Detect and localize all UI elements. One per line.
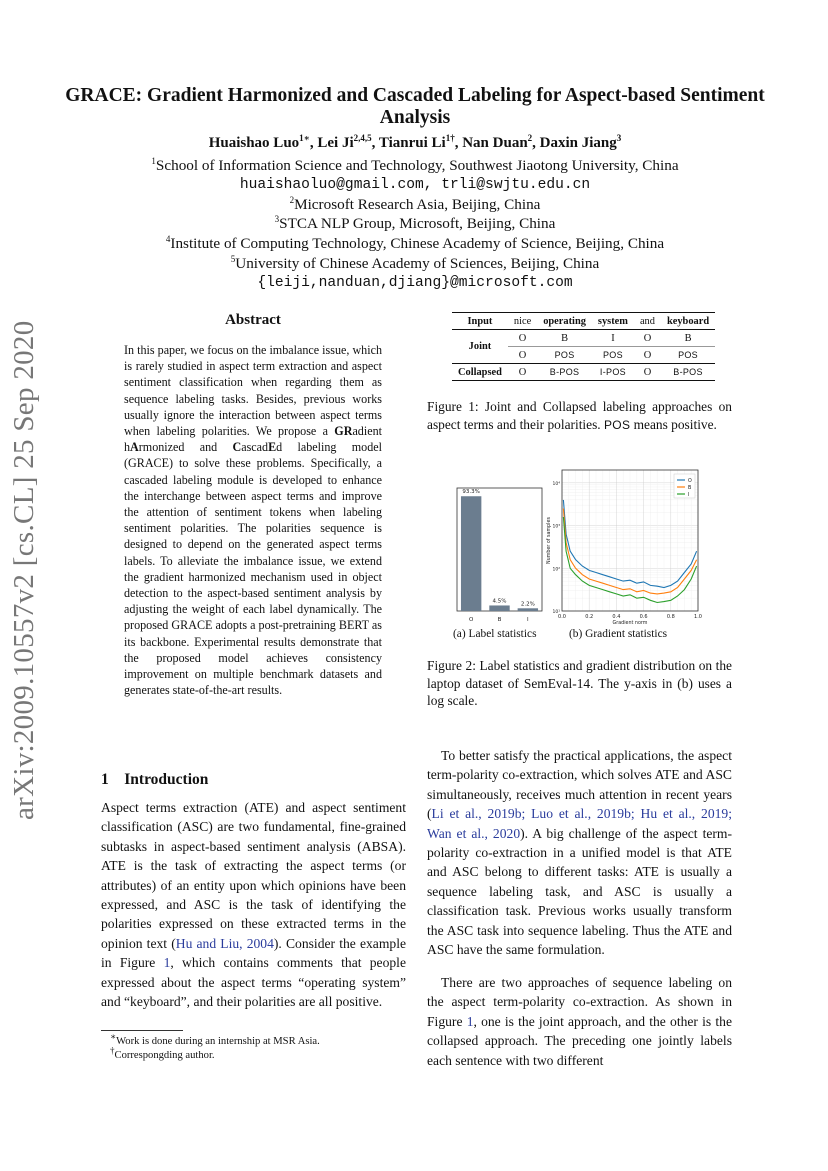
chart-legend-label: I: [688, 493, 690, 498]
author-affiliation-marker: 2,4,5: [353, 133, 372, 143]
chart-tick-label: I: [527, 617, 529, 623]
table-header-cell: nice: [513, 315, 532, 327]
chart-bar: [518, 608, 538, 611]
arxiv-identifier: arXiv:2009.10557v2 [cs.CL] 25 Sep 2020: [8, 320, 40, 820]
author-separator: ,: [532, 135, 540, 151]
figure2-subcaption-b: (b) Gradient statistics: [569, 628, 668, 640]
chart-tick-label: 10²: [552, 567, 560, 573]
intro-paragraph-2: To better satisfy the practical applications, the aspect term-polarity co-extraction, which solves ATE and ASC simultaneously, receives much attention in recent years (Li et al., 2019b; Luo et al., 2019b; Hu et al., 2019; Wan et al., 2020). A big challenge of the aspect term-polarity co-extraction in a unified model is that ATE and ASC belong to different tasks: ATE is usually a sequence labeling task, and ASC is usually a classification task. Previous works usually transform the ASC task into sequence labeling. Thus the ATE and ASC have the same formulation.: [427, 748, 733, 958]
chart-bar: [489, 605, 509, 611]
author-name: Daxin Jiang: [539, 135, 617, 151]
author-separator: ,: [371, 135, 379, 151]
table-cell: POS: [602, 350, 623, 360]
author-affiliation-marker: 3: [616, 133, 622, 143]
chart-x-axis-label: Gradient norm: [612, 621, 648, 626]
chart-data-label: 2.2%: [520, 601, 535, 608]
author-name: Huaishao Luo: [208, 135, 300, 151]
figure1-label-table: [452, 312, 715, 381]
author-name: Tianrui Li: [378, 135, 446, 151]
chart-tick-label: 0.2: [585, 614, 594, 620]
table-header-row: [452, 313, 715, 330]
chart-tick-label: 0.4: [612, 614, 621, 620]
table-header-cell: and: [639, 315, 655, 327]
table-cell: O: [643, 332, 652, 344]
table-cell: O: [518, 332, 527, 344]
abstract-heading: Abstract: [225, 312, 281, 328]
citation-link[interactable]: Hu and Liu, 2004: [175, 935, 274, 951]
intro-paragraph-3: There are two approaches of sequence labeling on the aspect term-polarity co-extraction. As shown in Figure 1, one is the joint approach, and the other is the collapsed approach. The preceding one jointly labels each sentence with two different: [427, 975, 733, 1068]
table-cell: B-POS: [549, 367, 580, 377]
author-separator: ,: [309, 135, 318, 151]
abstract-body: In this paper, we focus on the imbalance issue, which is rarely studied in aspect term extraction and aspect sentiment classification when regarding them as sequence labeling tasks. Besides, previous works usually ignore the interaction between aspect terms when labeling polarities. We propose a GRadient hArmonized and CascadEd labeling model (GRACE) to solve these problems. Specifically, a cascaded labeling module is developed to enhance the interchange between aspect terms and improve the attention of sentiment tokens when labeling sentiment polarities. The polarities sequence is designed to depend on the generated aspect terms labels. To alleviate the imbalance issue, we extend the gradient harmonized mechanism used in object detection to the aspect-based sentiment analysis by adjusting the weight of each label dynamically. The proposed GRACE adopts a post-pretraining BERT as its backbone. Experimental results demonstrate that the proposed model achieves consistency improvement on multiple benchmark datasets and generates state-of-the-art results.: [124, 343, 382, 698]
chart-tick-label: O: [468, 617, 474, 623]
author-list: [60, 135, 770, 152]
label-statistics-chart: [450, 466, 550, 626]
table-cell: O: [643, 366, 652, 378]
chart-tick-label: 10³: [552, 524, 560, 530]
table-cell: B: [684, 332, 692, 344]
table-header-cell: Input: [467, 315, 493, 327]
chart-legend-label: B: [688, 486, 692, 491]
chart-bar: [461, 496, 481, 611]
gradient-statistics-chart: [540, 466, 712, 626]
chart-tick-label: B: [497, 617, 502, 623]
table-row: [452, 330, 715, 347]
affiliation-4: $^4$Institute of Computing Technology, Chinese Academy of Science, Beijing, China: [165, 233, 665, 252]
footnote-2: †Correspongding author.: [110, 1045, 215, 1061]
figure1-caption: Figure 1: Joint and Collapsed labeling approaches on aspect terms and their polarities. POS means positive.: [427, 399, 732, 432]
table-header-cell: system: [597, 315, 628, 327]
author-affiliation-marker: 1∗: [299, 133, 310, 143]
chart-tick-label: 10⁴: [552, 481, 560, 487]
paper-title: GRACE: Gradient Harmonized and Cascaded Labeling for Aspect-based Sentiment Analysis: [65, 85, 765, 128]
chart-tick-label: 1.0: [694, 614, 702, 620]
affiliation-1: $^1$School of Information Science and Technology, Southwest Jiaotong University, China: [151, 155, 679, 174]
intro-paragraph-1: Aspect terms extraction (ATE) and aspect sentiment classification (ASC) are two fundamental, fine-grained subtasks in aspect-based sentiment analysis (ABSA). ATE is the task of extracting the aspect terms (or attributes) of an entity upon which opinions have been expressed, and ASC is the task of identifying the polarities expressed on these extracted terms in the opinion text (Hu and Liu, 2004). Consider the example in Figure 1, which contains comments that people expressed about the aspect terms “operating system” and “keyboard”, and their polarities are all positive.: [101, 800, 407, 1010]
citation-link[interactable]: Li et al., 2019b; Luo et al., 2019b; Hu et al., 2019; Wan et al., 2020: [427, 806, 732, 841]
chart-y-axis-label: Number of samples: [547, 517, 552, 564]
footnote-1: ∗Work is done during an internship at MSR Asia.: [110, 1031, 320, 1047]
author-affiliation-marker: 2: [527, 133, 533, 143]
affiliation-emails-2: {leiji,nanduan,djiang}@microsoft.com: [257, 275, 573, 291]
figure-ref-link[interactable]: 1: [466, 1013, 474, 1029]
table-cell: O: [518, 349, 527, 361]
table-row-label: Joint: [468, 341, 492, 352]
chart-tick-label: 0.8: [666, 614, 675, 620]
figure2-subcaption-a: (a) Label statistics: [453, 628, 537, 640]
chart-data-label: 93.3%: [462, 489, 480, 496]
author-name: Lei Ji: [317, 135, 354, 151]
figure2-caption: Figure 2: Label statistics and gradient distribution on the laptop dataset of SemEval-14. The y-axis in (b) uses a log scale.: [427, 658, 732, 708]
table-header-cell: operating: [543, 315, 586, 327]
section-heading-introduction: 1 Introduction: [101, 771, 209, 788]
table-cell: O: [518, 366, 527, 378]
affiliation-5: $^5$University of Chinese Academy of Sciences, Beijing, China: [230, 253, 600, 272]
chart-tick-label: 10¹: [552, 610, 560, 615]
author-name: Nan Duan: [462, 135, 528, 151]
chart-legend-label: O: [688, 479, 692, 484]
chart-tick-label: 0.0: [558, 614, 566, 620]
figure-ref-link[interactable]: 1: [163, 955, 171, 971]
table-cell: O: [643, 349, 652, 361]
affiliation-emails-1: huaishaoluo@gmail.com, trli@swjtu.edu.cn: [239, 177, 591, 193]
affiliation-2: $^2$Microsoft Research Asia, Beijing, China: [289, 194, 541, 213]
table-cell: POS: [554, 350, 575, 360]
affiliation-3: $^3$STCA NLP Group, Microsoft, Beijing, China: [274, 213, 556, 232]
chart-data-label: 4.5%: [492, 598, 507, 605]
table-cell: POS: [678, 350, 698, 360]
table-cell: I: [611, 332, 615, 344]
table-cell: I-POS: [599, 367, 626, 377]
author-affiliation-marker: 1†: [445, 133, 455, 143]
table-row-label: Collapsed: [458, 366, 502, 378]
table-row: [452, 364, 715, 381]
author-separator: ,: [454, 135, 463, 151]
table-header-cell: keyboard: [666, 315, 710, 327]
table-cell: B-POS: [673, 367, 703, 377]
table-cell: B: [561, 332, 569, 344]
chart-tick-label: 0.6: [639, 614, 648, 620]
